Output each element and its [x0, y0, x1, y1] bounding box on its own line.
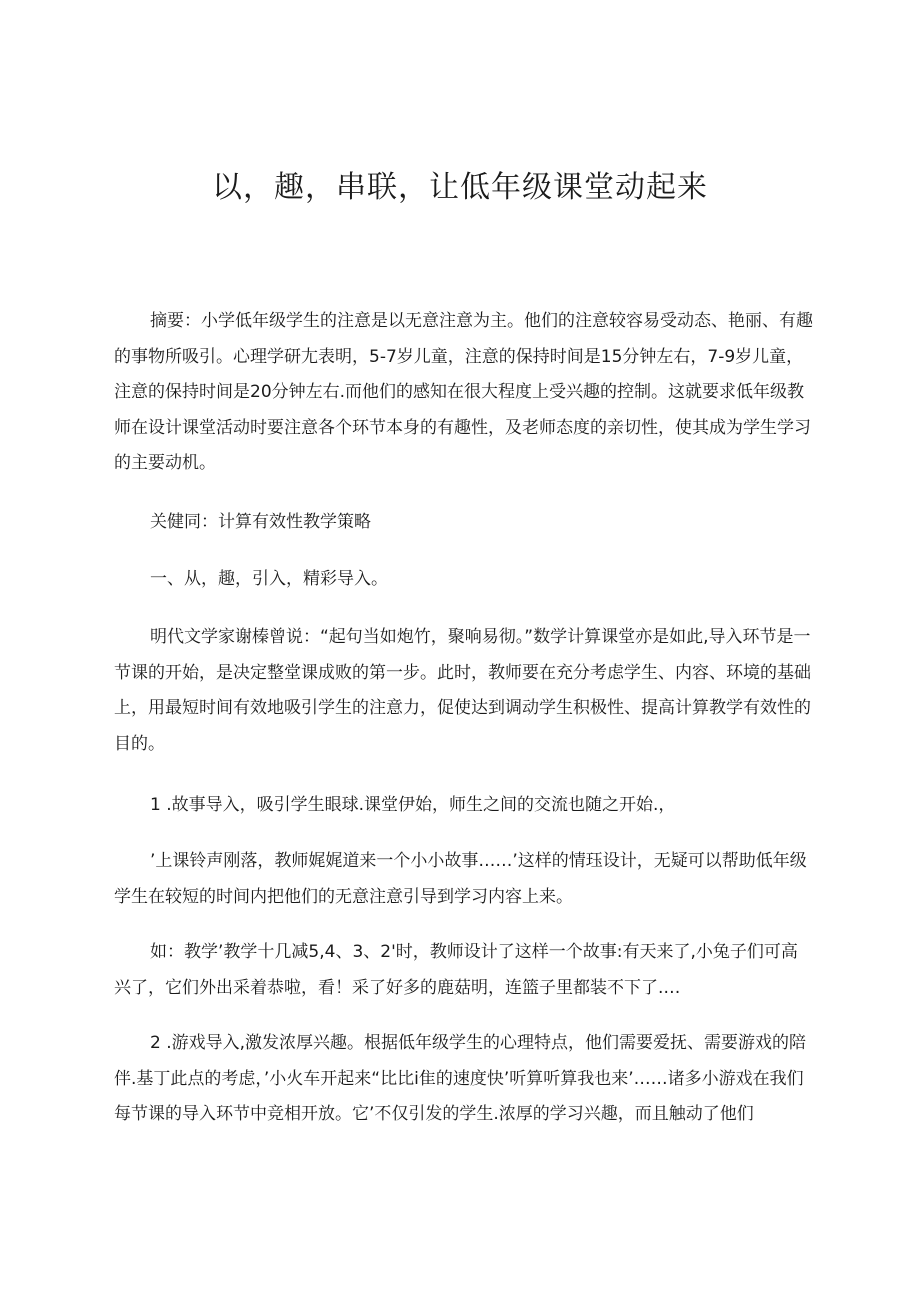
document-title: 以，趣，串联，让低年级课堂动起来 [212, 170, 708, 205]
intro-paragraph: 明代文学家谢榛曾说：“起句当如炮竹，聚响易彻。”数学计算课堂亦是如此,导入环节是一节课的开始，是决定整堂课成败的第一步。此时，教师要在充分考虑学生、内容、环境的基础上，用最短时间有效地吸引学生的注意力，促使达到调动学生积极性、提高计算教学有效性的目的。 [114, 627, 811, 754]
keywords-line: 关健同：计算有效性教学策略 [150, 512, 371, 532]
section-heading-1: 一、从，趣，引入，精彩导入。 [150, 569, 388, 589]
example-paragraph: 如：教学’教学十几减5,4、3、2'时，教师设计了这样一个故事:有天来了,小兔子们可高兴了，它们外出采着恭啦，看！采了好多的鹿菇明，连篮子里都装不下了.… [114, 942, 798, 998]
item-2-paragraph: 2 .游戏导入,激发浓厚兴趣。根据低年级学生的心理特点，他们需要爱抚、需要游戏的陪伴.基丁此点的考虑，’小火车开起来“比比i隹的速度快’听算听算我也来’……诸多小游戏在我们每节课的导入环节中竞相开放。它’不仅引发的学生.浓厚的学习兴趣，而且触动了他们 [114, 1033, 807, 1125]
story-paragraph: ’上课铃声刚落，教师娓娓道来一个小小故事……’这样的情珏设计，无疑可以帮助低年级学生在较短的时间内把他们的无意注意引导到学习内容上来。 [114, 851, 807, 907]
abstract-paragraph: 摘要：小学低年级学生的注意是以无意注意为主。他们的注意较容易受动态、艳丽、有趣的事物所吸引。心理学研尢表明，5-7岁儿童，注意的保持时间是15分钟左右，7-9岁儿童，注意的保持时间是20分钟左右.而他们的感知在很大程度上受兴趣的控制。这就要求低年级教师在设计课堂活动时要注意各个环节本身的有趣性，及老师态度的亲切性，使其成为学生学习的主要动机。 [114, 311, 813, 474]
item-1-paragraph: 1 .故事导入，吸引学生眼球.课堂伊始，师生之间的交流也随之开始.， [150, 795, 676, 815]
